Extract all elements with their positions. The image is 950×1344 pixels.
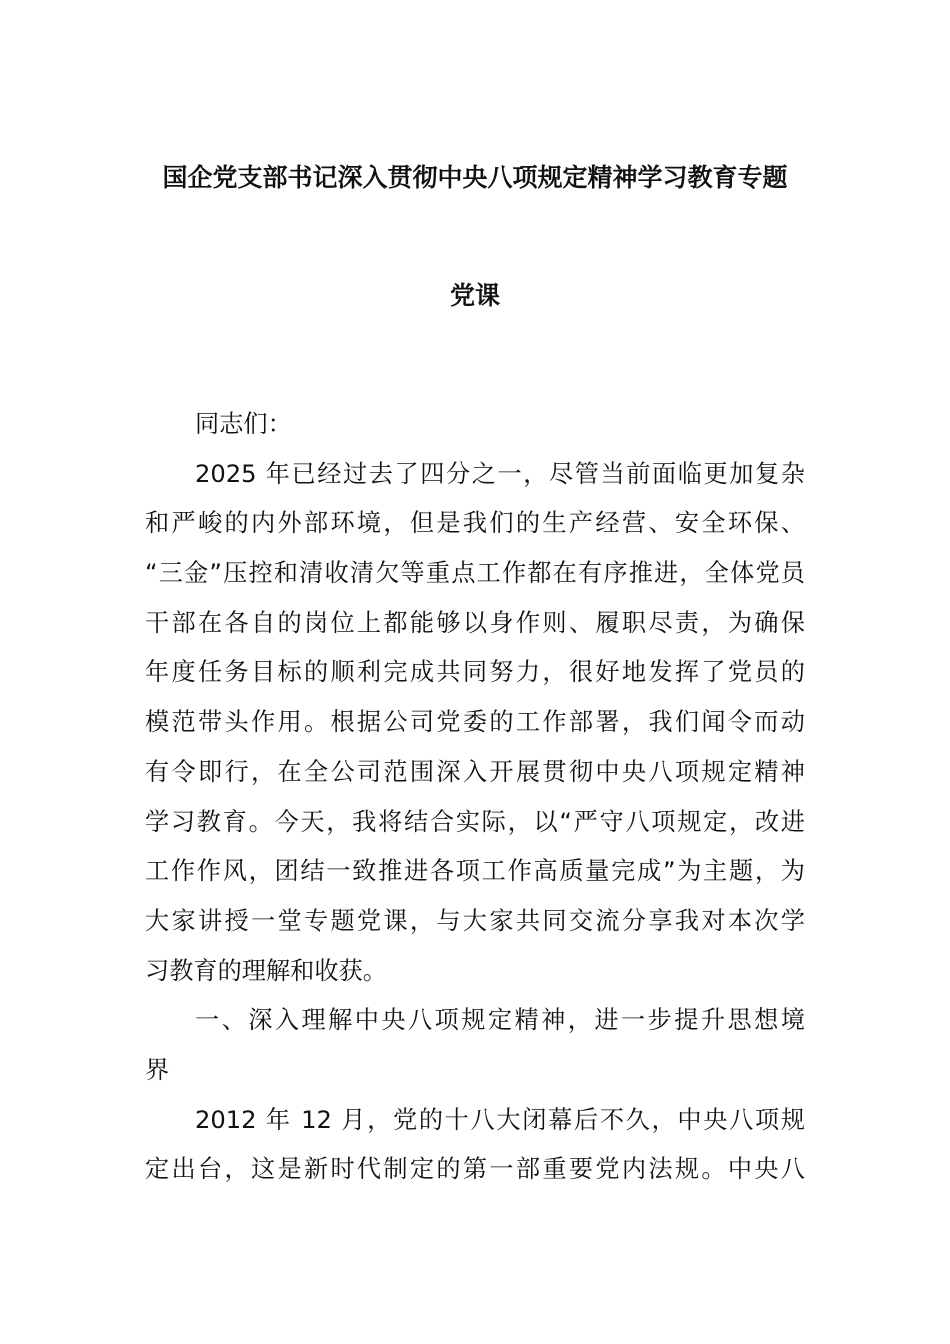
paragraph-line: 干部在各自的岗位上都能够以身作则、履职尽责，为确保 [145,608,805,637]
paragraph-line: 年度任务目标的顺利完成共同努力，很好地发挥了党员的 [145,658,805,687]
paragraph-line: 习教育的理解和收获。 [145,956,387,985]
paragraph-line: 模范带头作用。根据公司党委的工作部署，我们闻令而动 [145,708,805,737]
paragraph-line: 工作作风，团结一致推进各项工作高质量完成”为主题，为 [145,857,805,886]
document-body [145,400,805,1195]
document-title-line-2: 党课 [449,281,500,310]
paragraph-line: 2012 年 12 月，党的十八大闭幕后不久，中央八项规 [195,1105,805,1134]
paragraph-line: 2025 年已经过去了四分之一，尽管当前面临更加复杂 [195,459,805,488]
section-heading-line: 界 [145,1055,170,1084]
paragraph-line: 学习教育。今天，我将结合实际，以“严守八项规定，改进 [145,807,805,836]
section-heading-line: 一、深入理解中央八项规定精神，进一步提升思想境 [195,1006,805,1035]
paragraph-line: 定出台，这是新时代制定的第一部重要党内法规。中央八 [145,1155,805,1184]
paragraph-line: “三金”压控和清收清欠等重点工作都在有序推进，全体党员 [145,559,805,588]
paragraph-line: 大家讲授一堂专题党课，与大家共同交流分享我对本次学 [145,906,805,935]
paragraph-line: 和严峻的内外部环境，但是我们的生产经营、安全环保、 [145,509,805,538]
document-title-line-1: 国企党支部书记深入贯彻中央八项规定精神学习教育专题 [162,163,788,192]
paragraph-line: 有令即行，在全公司范围深入开展贯彻中央八项规定精神 [145,757,805,786]
salutation: 同志们： [195,410,292,438]
